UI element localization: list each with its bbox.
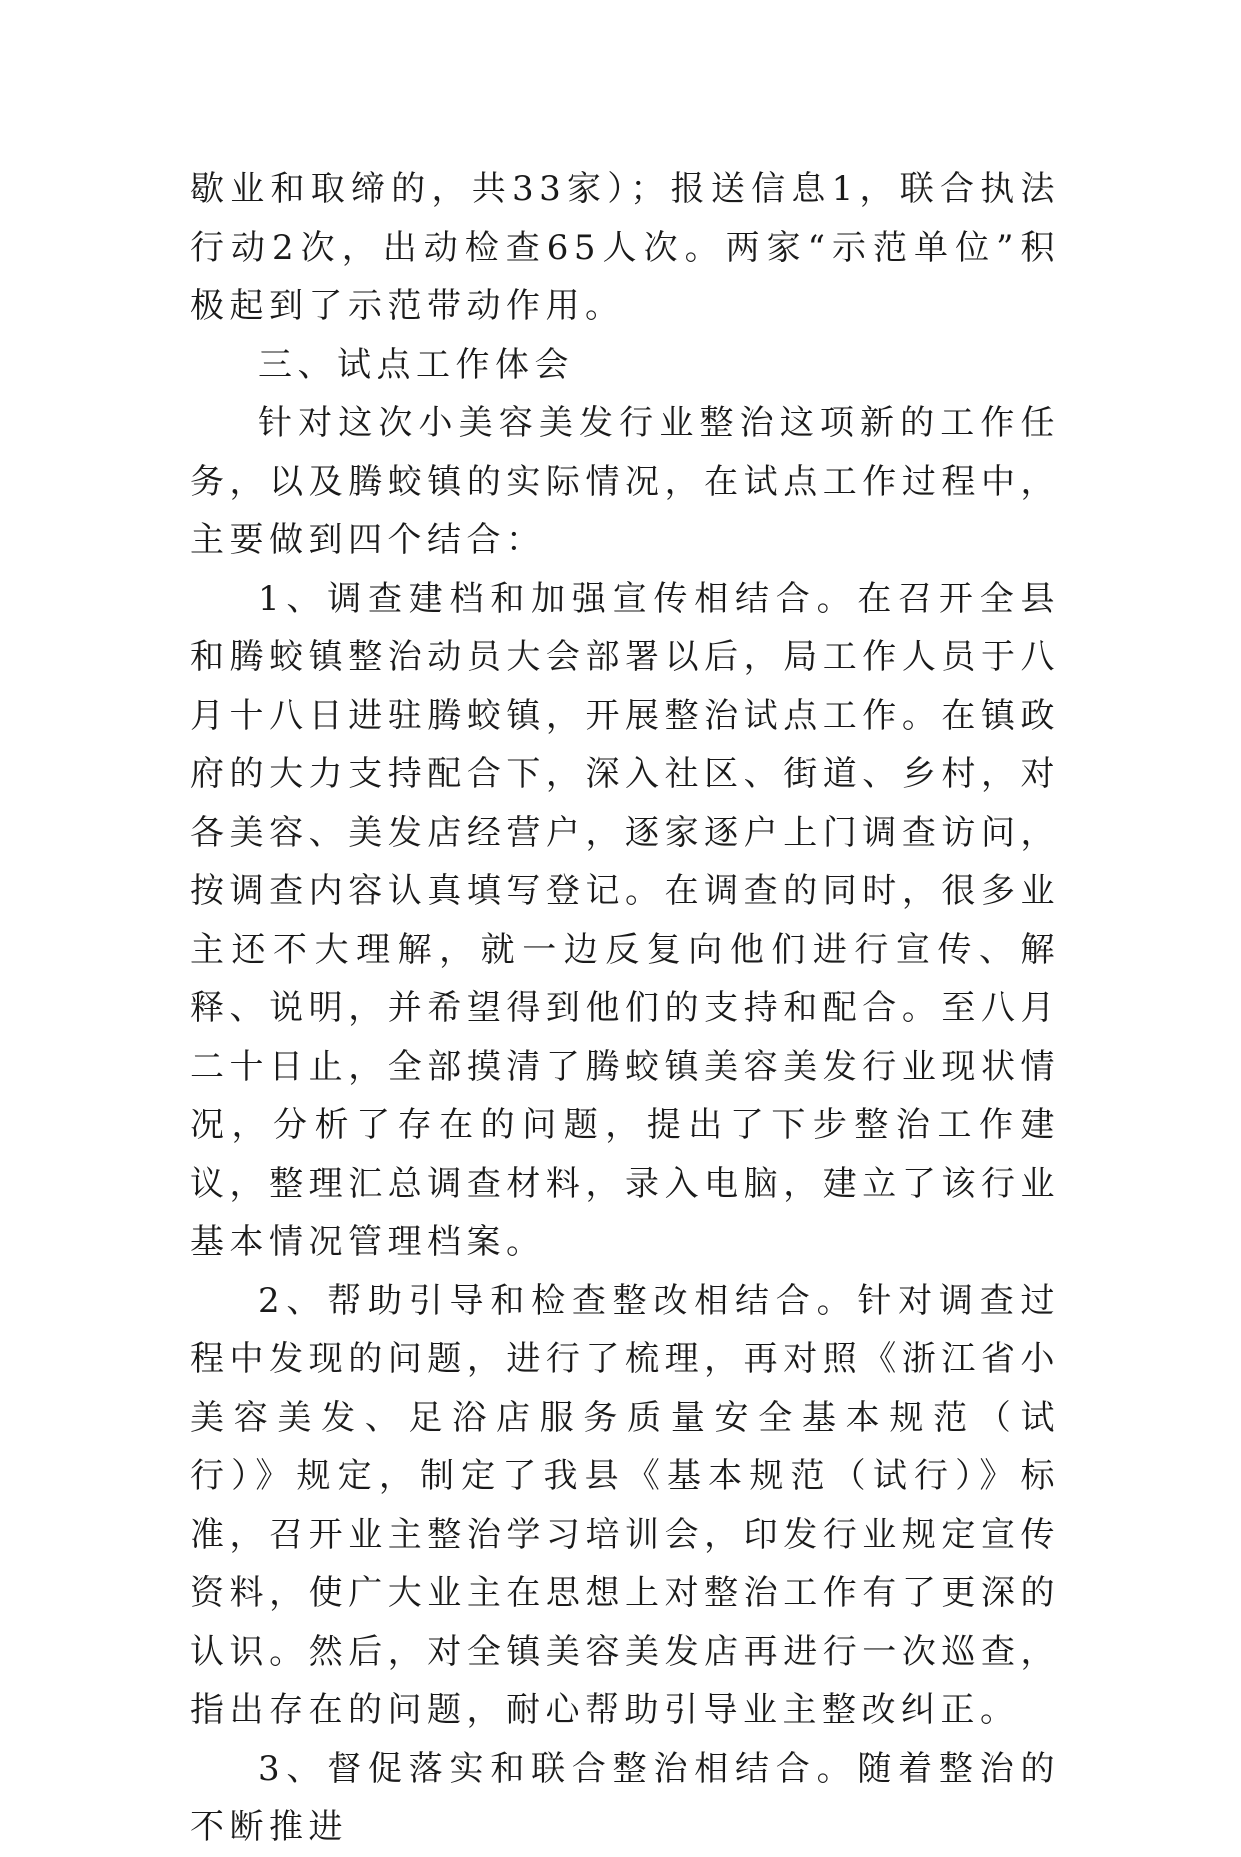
paragraph-statistics: 歇业和取缔的，共33家）；报送信息1，联合执法行动2次，出动检查65人次。两家“示范单位”积极起到了示范带动作用。	[190, 169, 1060, 326]
paragraph-point-1: 1、调查建档和加强宣传相结合。在召开全县和腾蛟镇整治动员大会部署以后，局工作人员于八月十八日进驻腾蛟镇，开展整治试点工作。在镇政府的大力支持配合下，深入社区、街道、乡村，对各美容、美发店经营户，逐家逐户上门调查访问，按调查内容认真填写登记。在调查的同时，很多业主还不大理解，就一边反复向他们进行宣传、解释、说明，并希望得到他们的支持和配合。至八月二十日止，全部摸清了腾蛟镇美容美发行业现状情况，分析了存在的问题，提出了下步整治工作建议，整理汇总调查材料，录入电脑，建立了该行业基本情况管理档案。	[190, 578, 1060, 1262]
document-body	[190, 160, 1060, 1857]
paragraph-point-3: 3、督促落实和联合整治相结合。随着整治的不断推进	[190, 1748, 1060, 1847]
paragraph-four-combinations-intro: 针对这次小美容美发行业整治这项新的工作任务，以及腾蛟镇的实际情况，在试点工作过程中，主要做到四个结合：	[190, 403, 1060, 560]
paragraph-point-2: 2、帮助引导和检查整改相结合。针对调查过程中发现的问题，进行了梳理，再对照《浙江省小美容美发、足浴店服务质量安全基本规范（试行）》规定，制定了我县《基本规范（试行）》标准，召开业主整治学习培训会，印发行业规定宣传资料，使广大业主在思想上对整治工作有了更深的认识。然后，对全镇美容美发店再进行一次巡查，指出存在的问题，耐心帮助引导业主整改纠正。	[190, 1280, 1060, 1730]
section-heading-pilot-experience: 三、试点工作体会	[258, 344, 574, 385]
